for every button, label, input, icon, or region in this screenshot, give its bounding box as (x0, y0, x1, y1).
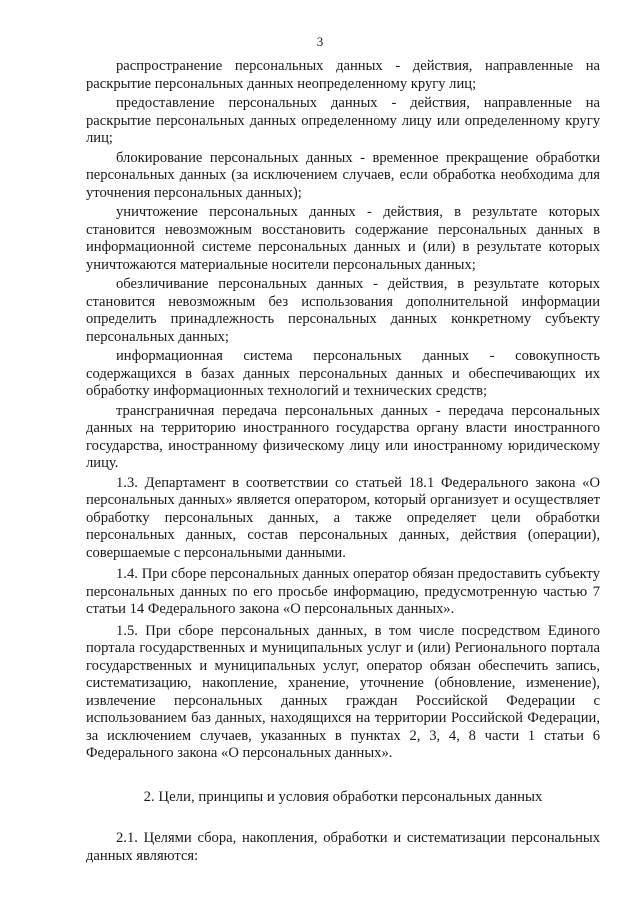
definition-paragraph: уничтожение персональных данных - действия, в результате которых становится невозможным восстановить содержание персональных данных в информационной системе персональных данных и (или) в результате которых уничтожаются материальные носители персональных данных; (86, 204, 600, 273)
definition-paragraph: блокирование персональных данных - временное прекращение обработки персональных данных (за исключением случаев, если обработка необходима для уточнения персональных данных); (86, 149, 600, 201)
definition-paragraph: информационная система персональных данных - совокупность содержащихся в базах данных персональных данных и обеспечивающих их обработку информационных технологий и технических средств; (86, 348, 600, 399)
clause-paragraph: 1.4. При сборе персональных данных оператор обязан предоставить субъекту персональных данных по его просьбе информацию, предусмотренную частью 7 статьи 14 Федерального закона «О персональных данных». (86, 566, 600, 617)
definition-paragraph: предоставление персональных данных - действия, направленные на раскрытие персональных данных определенному лицу или определенному кругу лиц; (86, 95, 600, 146)
clause-paragraph: 1.3. Департамент в соответствии со статьей 18.1 Федерального закона «О персональных данных» является оператором, который организует и осуществляет обработку персональных данных, а также определяет цели обработки персональных данных, состав персональных данных, действия (операции), совершаемые с персональными данными. (86, 474, 600, 561)
section-heading: 2. Цели, принципы и условия обработки персональных данных (143, 788, 543, 805)
definition-paragraph: обезличивание персональных данных - действия, в результате которых становится невозможным без использования дополнительной информации определить принадлежность персональных данных конкретному субъекту персональных данных; (86, 276, 600, 345)
section-paragraph: 2.1. Целями сбора, накопления, обработки и систематизации персональных данных являются: (86, 830, 600, 864)
page-number: 3 (316, 34, 324, 49)
clause-paragraph: 1.5. При сборе персональных данных, в том числе посредством Единого портала государственных и муниципальных услуг и (или) Регионального портала государственных и муниципальных услуг, оператор обязан обеспечить запись, систематизацию, накопление, хранение, уточнение (обновление, изменение), извлечение персональных данных граждан Российской Федерации с использованием баз данных, находящихся на территории Российской Федерации, за исключением случаев, указанных в пунктах 2, 3, 4, 8 части 1 статьи 6 Федерального закона «О персональных данных». (86, 622, 600, 761)
document-body (86, 58, 600, 869)
definition-paragraph: распространение персональных данных - действия, направленные на раскрытие персональных данных неопределенному кругу лиц; (86, 58, 600, 92)
definition-paragraph: трансграничная передача персональных данных - передача персональных данных на территорию иностранного государства органу власти иностранного государства, иностранному физическому лицу или иностранному юридическому лицу. (86, 402, 600, 471)
